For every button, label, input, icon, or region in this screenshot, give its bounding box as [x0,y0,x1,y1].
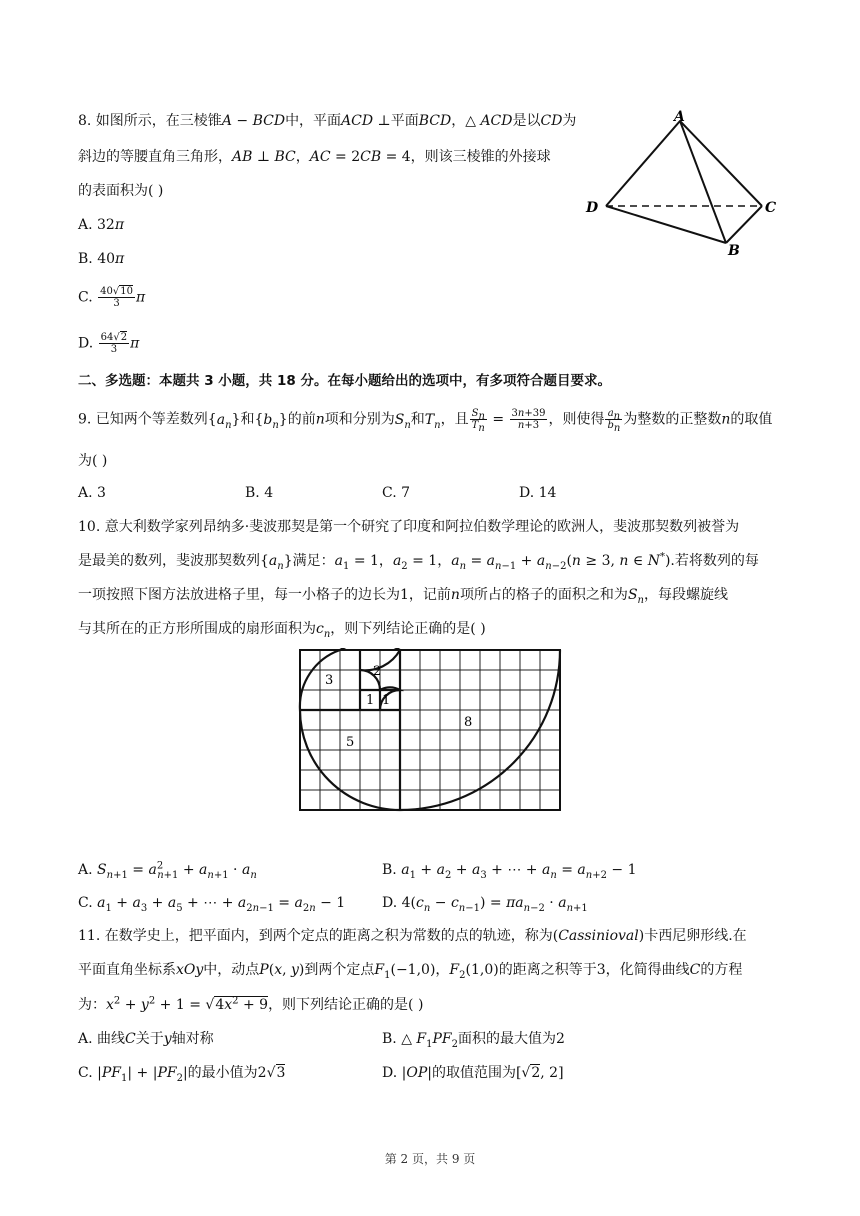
q9-option-c: C. 7 [382,485,411,501]
q10-option-b: B. $a_1 + a_2 + a_3$ + ⋯ + $a_n = a_{n+2} - 1$ [382,862,637,881]
q11-option-c: C. $|PF_1| + |PF_2|$的最小值为2√3 [78,1065,286,1084]
vertex-label-d: D [586,200,599,216]
vertex-label-a: A [674,109,685,125]
square-label-5: 5 [346,735,355,750]
q9-option-b: B. 4 [245,485,274,501]
q10-stem-line-3: 一项按照下图方法放进格子里，每一小格子的边长为1，记前n项所占的格子的面积之和为$S_n$，每段螺旋线 [78,587,728,606]
q10-stem-line-1: 10. 意大利数学家列昂纳多·斐波那契是第一个研究了印度和阿拉伯数学理论的欧洲人，斐波那契数列被誉为 [78,519,740,535]
q11-stem-line-2: 平面直角坐标系xOy中，动点P(x, y)到两个定点$F_1(-1,0)$，$F_2(1,0)$的距离之积等于3，化简得曲线C的方程 [78,962,743,981]
q9-option-a: A. 3 [78,485,106,501]
square-label-1b: 1 [382,693,391,708]
grid-lines [300,650,560,810]
q8-option-c: C. $\frac{40√10}{3}$ π [78,286,146,309]
q9-stem-line-1: 9. 已知两个等差数列$\{a_n\}$和$\{b_n\}$的前n项和分别为$S_n$和$T_n$，且 $\frac{S_n}{T_n}$ = $\frac{3n+39}{n+3}$ ，则使得 $\frac{a_n}{b_n}$ 为整数的正整数n的取值 [78,408,773,434]
vertex-label-b: B [728,243,740,259]
q8-stem-line-1: 8. 如图所示，在三棱锥A − BCD中，平面ACD ⊥平面BCD，△ ACD是以CD为 [78,113,577,129]
q11-stem-line-3: 为：$x^2 + y^2 + 1 = √4x^2 + 9$，则下列结论正确的是( ) [78,995,424,1013]
q9-stem-line-2: 为( ) [78,453,108,469]
q8-stem-line-3: 的表面积为( ) [78,183,164,199]
q8-option-d: D. $\frac{64√2}{3}$ π [78,332,140,355]
square-label-2: 2 [373,664,382,679]
q8-option-b: B. 40π [78,251,125,267]
q11-option-d: D. |OP|的取值范围为[√2, 2] [382,1065,564,1081]
tetrahedron-figure [580,105,790,260]
square-label-8: 8 [464,715,473,730]
q11-stem-line-1: 11. 在数学史上，把平面内，到两个定点的距离之积为常数的点的轨迹，称为(Cassinioval)卡西尼卵形线.在 [78,928,747,944]
q8-stem-line-2: 斜边的等腰直角三角形，AB ⊥ BC，AC = 2CB = 4，则该三棱锥的外接球 [78,149,551,165]
page-number-footer: 第 2 页，共 9 页 [384,1152,476,1166]
vertex-label-c: C [765,200,777,216]
q10-option-a: A. $S_{n+1} = a^2_{n+1} + a_{n+1} \cdot a_n$ [78,860,257,881]
fibonacci-spiral-figure [298,648,562,814]
square-label-3: 3 [325,673,334,688]
section-header-multiple-choice: 二、多选题：本题共 3 小题，共 18 分。在每小题给出的选项中，有多项符合题目要求。 [78,373,611,389]
q10-option-d: D. $4(c_n - c_{n-1}) = \pi a_{n-2} \cdot a_{n+1}$ [382,895,588,914]
q11-option-a: A. 曲线C关于y轴对称 [78,1031,214,1047]
q10-option-c: C. $a_1 + a_3 + a_5$ + ⋯ + $a_{2n-1} = a_{2n} - 1$ [78,895,346,914]
q8-option-a: A. 32π [78,217,125,233]
q11-option-b: B. △ $F_1PF_2$面积的最大值为2 [382,1031,565,1050]
q10-stem-line-4: 与其所在的正方形所围成的扇形面积为$c_n$，则下列结论正确的是( ) [78,621,486,640]
square-label-1a: 1 [366,693,375,708]
q10-stem-line-2: 是最美的数列，斐波那契数列$\{a_n\}$满足：$a_1 = 1$，$a_2 = 1$，$a_n = a_{n-1} + a_{n-2}(n \ge 3$, n ∈ N*).若将数列的每 [78,551,759,572]
q9-option-d: D. 14 [519,485,557,501]
